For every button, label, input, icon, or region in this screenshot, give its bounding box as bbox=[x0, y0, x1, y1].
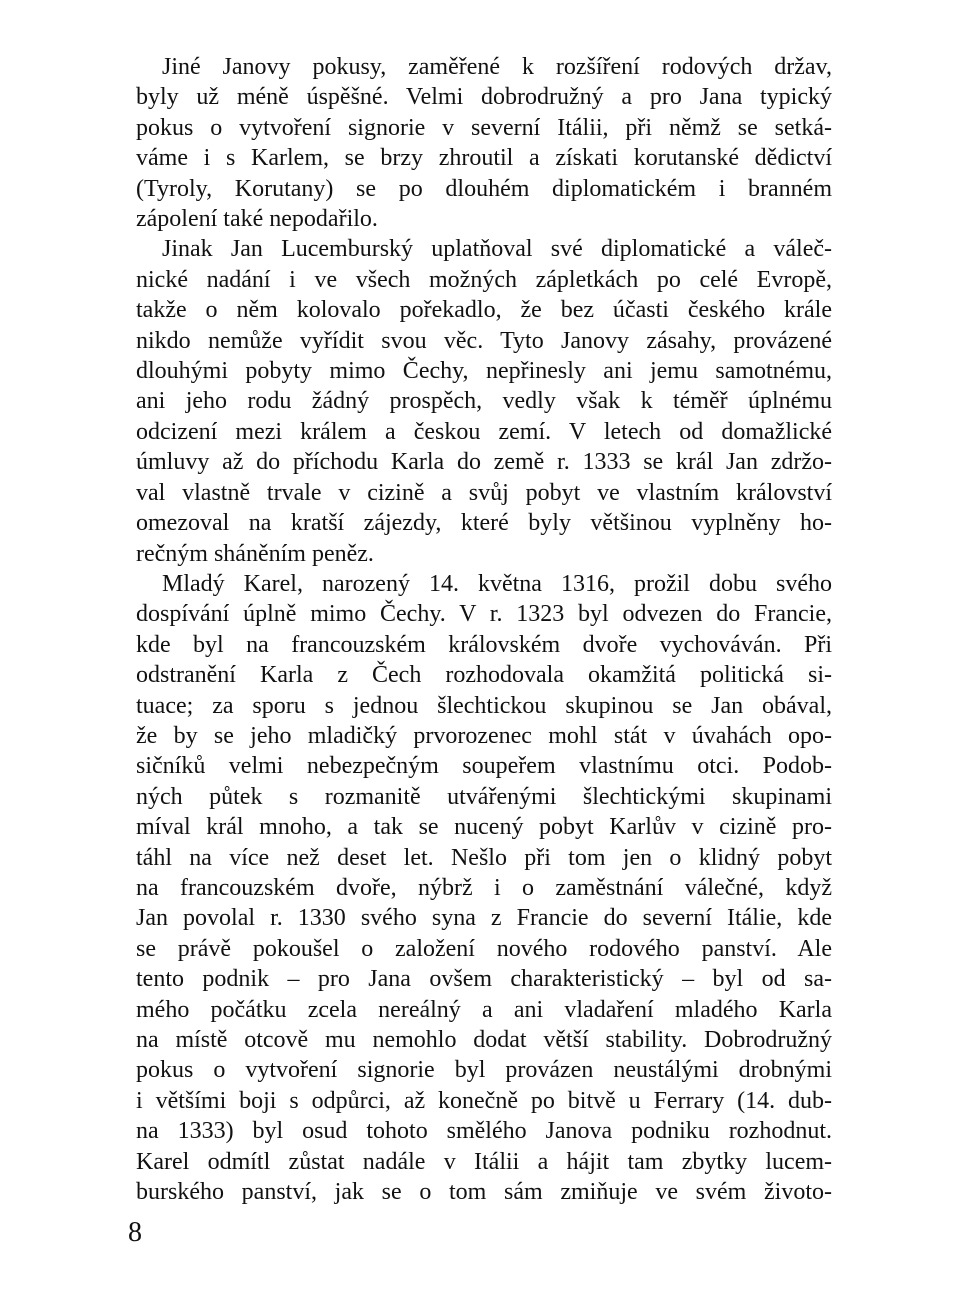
text-line: pokus o vytvoření signorie byl provázen neustálými drobnými bbox=[136, 1057, 832, 1084]
text-line: nické nadání i ve všech možných zápletkách po celé Evropě, bbox=[136, 266, 832, 293]
text-line: byly už méně úspěšné. Velmi dobrodružný a pro Jana typický bbox=[136, 84, 832, 111]
text-line: omezoval na kratší zájezdy, které byly většinou vyplněny ho- bbox=[136, 510, 832, 537]
text-line: rečným sháněním peněz. bbox=[136, 540, 374, 567]
text-line: takže o něm kolovalo pořekadlo, že bez účasti českého krále bbox=[136, 297, 832, 324]
text-line: val vlastně trvale v cizině a svůj pobyt ve vlastním království bbox=[136, 479, 832, 506]
text-line: dlouhými pobyty mimo Čechy, nepřinesly ani jemu samotnému, bbox=[136, 358, 832, 385]
text-line: odcizení mezi králem a českou zemí. V letech od domažlické bbox=[136, 418, 832, 445]
text-line: Mladý Karel, narozený 14. května 1316, prožil dobu svého bbox=[162, 570, 832, 597]
text-line: odstranění Karla z Čech rozhodovala okamžitá politická si- bbox=[136, 662, 832, 689]
text-line: Jan povolal r. 1330 svého syna z Francie do severní Itálie, kde bbox=[136, 905, 832, 932]
text-line: úmluvy až do příchodu Karla do země r. 1333 se král Jan zdržo- bbox=[136, 449, 832, 476]
text-line: na francouzském dvoře, nýbrž i o zaměstnání válečné, když bbox=[136, 874, 832, 901]
text-line: váme i s Karlem, se brzy zhroutil a získati korutanské dědictví bbox=[136, 145, 832, 172]
paragraph bbox=[136, 52, 832, 234]
text-line: Jinak Jan Lucemburský uplatňoval své diplomatické a váleč- bbox=[162, 236, 832, 263]
text-line: burského panství, jak se o tom sám zmiňuje ve svém životo- bbox=[136, 1179, 832, 1206]
text-line: na 1333) byl osud tohoto smělého Janova podniku rozhodnut. bbox=[136, 1118, 832, 1145]
text-line: se právě pokoušel o založení nového rodového panství. Ale bbox=[136, 935, 832, 962]
text-line: kde byl na francouzském královském dvoře vychováván. Při bbox=[136, 631, 832, 658]
text-line: na místě otcově mu nemohlo dodat větší stability. Dobrodružný bbox=[136, 1027, 832, 1053]
text-line: Karel odmítl zůstat nadále v Itálii a hájit tam zbytky lucem- bbox=[136, 1148, 832, 1175]
text-line: ných půtek s rozmanitě utvářenými šlechtickými skupinami bbox=[136, 783, 832, 810]
page-number: 8 bbox=[128, 1217, 142, 1248]
text-line: tento podnik – pro Jana ovšem charakteristický – byl od sa- bbox=[136, 966, 832, 993]
text-line: (Tyroly, Korutany) se po dlouhém diplomatickém i branném bbox=[136, 175, 832, 202]
text-line: Jiné Janovy pokusy, zaměřené k rozšíření rodových držav, bbox=[162, 54, 832, 80]
text-line: táhl na více než deset let. Nešlo při tom jen o klidný pobyt bbox=[136, 844, 832, 871]
text-line: zápolení také nepodařilo. bbox=[136, 206, 378, 233]
text-line: nikdo nemůže vyřídit svou věc. Tyto Janovy zásahy, provázené bbox=[136, 327, 832, 354]
text-line: sičníků velmi nebezpečným soupeřem vlastnímu otci. Podob- bbox=[136, 753, 832, 780]
text-line: i většími boji s odpůrci, až konečně po bitvě u Ferrary (14. dub- bbox=[136, 1087, 832, 1114]
text-line: mého počátku zcela nereálný a ani vladaření mladého Karla bbox=[136, 996, 832, 1023]
text-line: pokus o vytvoření signorie v severní Itálii, při němž se setká- bbox=[136, 114, 832, 141]
paragraph bbox=[136, 234, 832, 568]
text-line: dospívání úplně mimo Čechy. V r. 1323 byl odvezen do Francie, bbox=[136, 601, 832, 628]
paragraph bbox=[136, 569, 832, 1208]
text-line: míval král mnoho, a tak se nucený pobyt Karlův v cizině pro- bbox=[136, 814, 832, 841]
text-line: že by se jeho mladičký prvorozenec mohl stát v úvahách opo- bbox=[136, 722, 832, 749]
body-text bbox=[136, 52, 832, 1207]
text-line: ani jeho rodu žádný prospěch, vedly však k téměř úplnému bbox=[136, 388, 832, 415]
text-line: tuace; za sporu s jednou šlechtickou skupinou se Jan obával, bbox=[136, 692, 832, 719]
